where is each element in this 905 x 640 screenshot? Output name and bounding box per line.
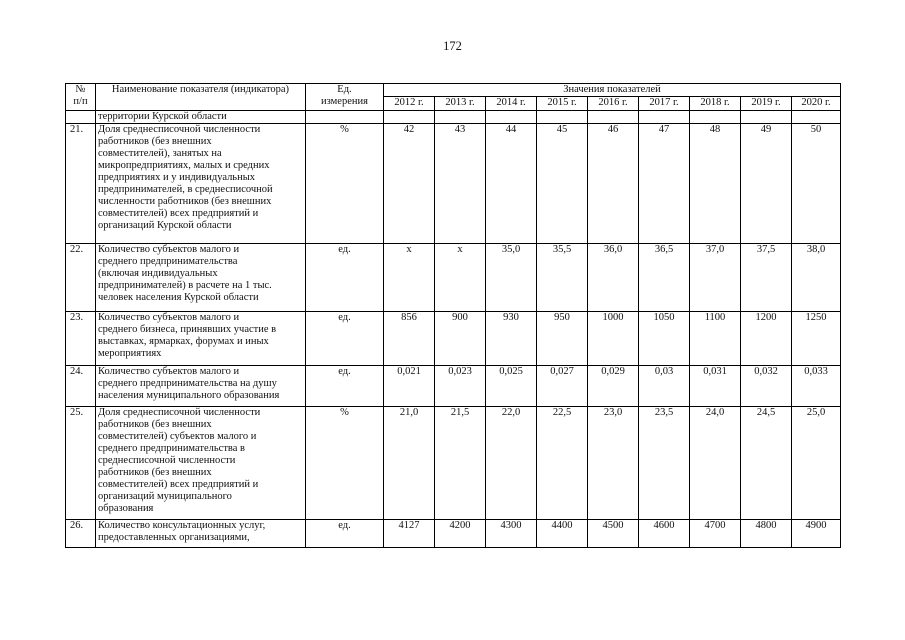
header-year: 2014 г. [486,97,537,111]
unit-cell: ед. [306,520,384,548]
value-cell: 1100 [690,312,741,366]
value-cell: 43 [435,124,486,244]
value-cell: 42 [384,124,435,244]
header-unit: Ед. измерения [306,84,384,111]
value-cell: 4300 [486,520,537,548]
value-cell: 46 [588,124,639,244]
value-cell: 950 [537,312,588,366]
value-cell: 36,0 [588,244,639,312]
page-number: 172 [443,39,462,53]
indicators-table [65,83,841,548]
value-cell: 930 [486,312,537,366]
indicator-name: Количество субъектов малого и среднего предпринимательства (включая индивидуальных предпринимателей) в расчете на 1 тыс. человек населения Курской области [96,244,306,312]
table-row [66,407,841,520]
indicator-name: Количество субъектов малого и среднего предпринимательства на душу населения муниципального образования [96,366,306,407]
value-cell: 0,033 [792,366,841,407]
header-num: № п/п [66,84,96,111]
value-cell: 24,0 [690,407,741,520]
value-cell: 1050 [639,312,690,366]
value-cell: 49 [741,124,792,244]
value-cell: 35,0 [486,244,537,312]
header-values: Значения показателей [384,84,841,97]
value-cell: 38,0 [792,244,841,312]
continuation-unit [306,111,384,124]
header-year: 2016 г. [588,97,639,111]
continuation-num [66,111,96,124]
value-cell: 0,023 [435,366,486,407]
value-cell: 21,5 [435,407,486,520]
continuation-text: территории Курской области [96,111,306,124]
value-cell: 1250 [792,312,841,366]
value-cell: 0,027 [537,366,588,407]
value-cell: 24,5 [741,407,792,520]
header-year: 2017 г. [639,97,690,111]
value-cell: 22,0 [486,407,537,520]
value-cell: 23,5 [639,407,690,520]
row-number: 25. [66,407,96,520]
unit-cell: ед. [306,244,384,312]
value-cell: 48 [690,124,741,244]
indicator-name: Доля среднесписочной численности работников (без внешних совместителей), занятых на микропредприятиях, малых и средних предприятиях и у индивидуальных предпринимателей, в среднесписочной численности работников (без внешних совместителей) всех предприятий и организаций Курской области [96,124,306,244]
value-cell: 4600 [639,520,690,548]
value-cell: 35,5 [537,244,588,312]
value-cell: 1000 [588,312,639,366]
value-cell: 25,0 [792,407,841,520]
header-year: 2013 г. [435,97,486,111]
value-cell: 4900 [792,520,841,548]
value-cell: х [384,244,435,312]
value-cell: 0,021 [384,366,435,407]
value-cell: 4500 [588,520,639,548]
unit-cell: ед. [306,366,384,407]
value-cell: 37,5 [741,244,792,312]
header-year: 2019 г. [741,97,792,111]
value-cell: 4200 [435,520,486,548]
value-cell: 22,5 [537,407,588,520]
value-cell: 50 [792,124,841,244]
header-year: 2012 г. [384,97,435,111]
value-cell: 47 [639,124,690,244]
indicator-name: Количество субъектов малого и среднего бизнеса, принявших участие в выставках, ярмарках, форумах и иных мероприятиях [96,312,306,366]
header-year: 2020 г. [792,97,841,111]
table-row [66,312,841,366]
value-cell: 45 [537,124,588,244]
value-cell: 1200 [741,312,792,366]
value-cell: 44 [486,124,537,244]
value-cell: 4400 [537,520,588,548]
table-row [66,366,841,407]
indicator-name: Количество консультационных услуг, предоставленных организациями, [96,520,306,548]
value-cell: 23,0 [588,407,639,520]
header-year: 2015 г. [537,97,588,111]
row-number: 22. [66,244,96,312]
row-number: 21. [66,124,96,244]
indicator-name: Доля среднесписочной численности работников (без внешних совместителей) субъектов малого и среднего предпринимательства в среднесписочной численности работников (без внешних совместителей) всех предприятий и организаций муниципального образования [96,407,306,520]
row-number: 23. [66,312,96,366]
value-cell: 36,5 [639,244,690,312]
value-cell: 4800 [741,520,792,548]
value-cell: 0,03 [639,366,690,407]
header-name: Наименование показателя (индикатора) [96,84,306,111]
value-cell: 0,032 [741,366,792,407]
value-cell: х [435,244,486,312]
header-year: 2018 г. [690,97,741,111]
value-cell: 4127 [384,520,435,548]
row-number: 26. [66,520,96,548]
table-row [66,124,841,244]
table-row [66,244,841,312]
value-cell: 37,0 [690,244,741,312]
table-row [66,520,841,548]
unit-cell: % [306,407,384,520]
unit-cell: ед. [306,312,384,366]
value-cell: 0,029 [588,366,639,407]
value-cell: 856 [384,312,435,366]
value-cell: 4700 [690,520,741,548]
unit-cell: % [306,124,384,244]
value-cell: 0,025 [486,366,537,407]
value-cell: 21,0 [384,407,435,520]
value-cell: 0,031 [690,366,741,407]
row-number: 24. [66,366,96,407]
value-cell: 900 [435,312,486,366]
